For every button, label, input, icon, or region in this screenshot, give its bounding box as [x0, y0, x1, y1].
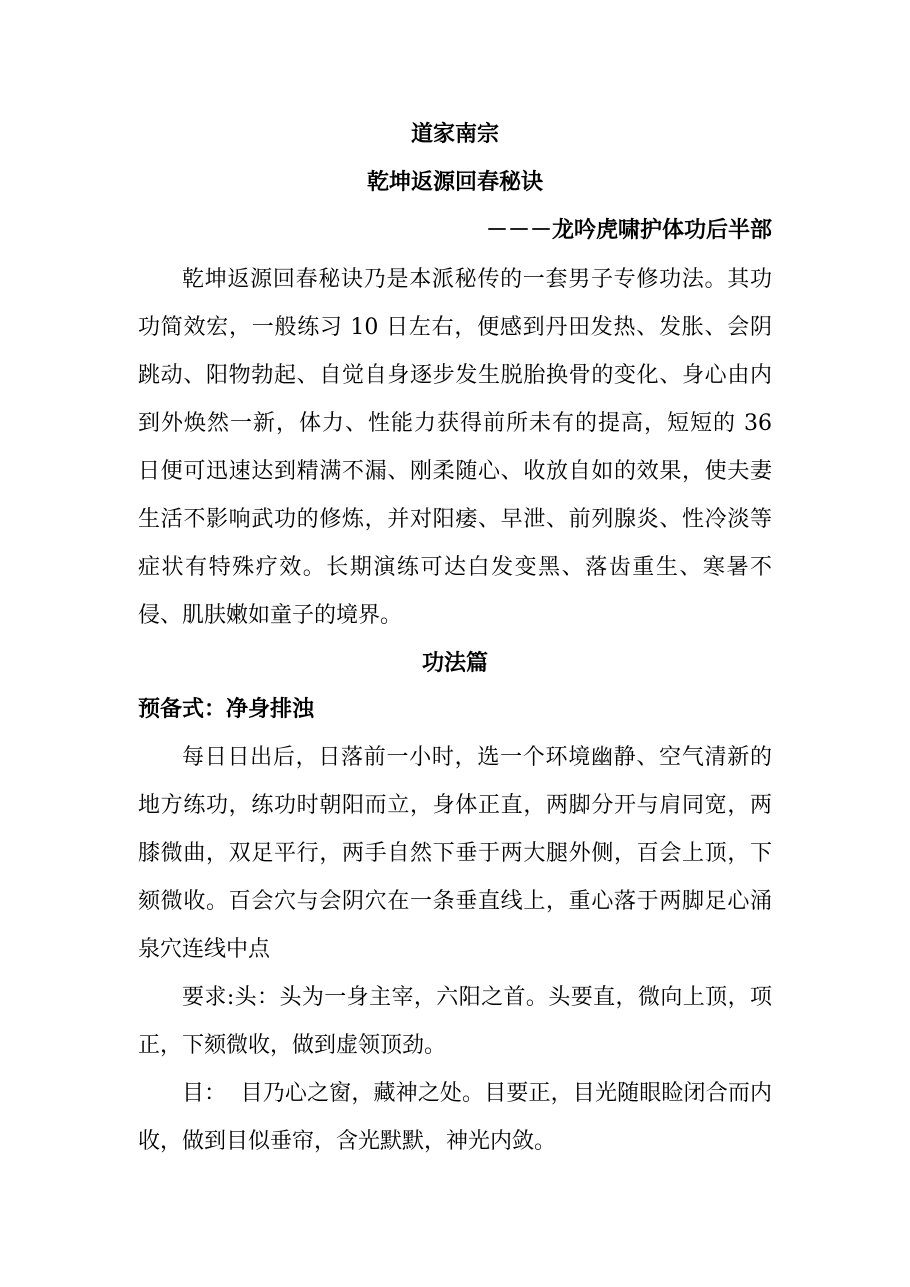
prep-paragraph: 每日日出后，日落前一小时，选一个环境幽静、空气清新的地方练功，练功时朝阳而立，身体正直，两脚分开与肩同宽，两膝微曲，双足平行，两手自然下垂于两大腿外侧，百会上顶，下颏微收。百会穴与会阴穴在一条垂直线上，重心落于两脚足心涌泉穴连线中点	[138, 745, 772, 962]
requirement-head-paragraph: 要求:头：头为一身主宰，六阳之首。头要直，微向上顶，项正，下颏微收，做到虚领顶劲。	[138, 985, 772, 1058]
intro-paragraph: 乾坤返源回春秘诀乃是本派秘传的一套男子专修功法。其功功简效宏，一般练习 10 日左右，便感到丹田发热、发胀、会阴跳动、阳物勃起、自觉自身逐步发生脱胎换骨的变化、身心由内到外焕然一新，体力、性能力获得前所未有的提高，短短的 36 日便可迅速达到精满不漏、刚柔随心、收放自如的效果，使夫妻生活不影响武功的修炼，并对阳痿、早泄、前列腺炎、性冷淡等症状有特殊疗效。长期演练可达白发变黑、落齿重生、寒暑不侵、肌肤嫩如童子的境界。	[138, 267, 772, 628]
document-subtitle: 乾坤返源回春秘诀	[366, 169, 543, 195]
requirement-eye-paragraph: 目： 目乃心之窗，藏神之处。目要正，目光随眼睑闭合而内收，做到目似垂帘，含光默默，神光内敛。	[138, 1081, 772, 1154]
document-body	[138, 114, 772, 1166]
document-title: 道家南宗	[410, 121, 499, 147]
prep-heading: 预备式：净身排浊	[138, 696, 315, 722]
document-attribution: －－－龙吟虎啸护体功后半部	[485, 217, 772, 243]
section-title: 功法篇	[421, 650, 488, 676]
